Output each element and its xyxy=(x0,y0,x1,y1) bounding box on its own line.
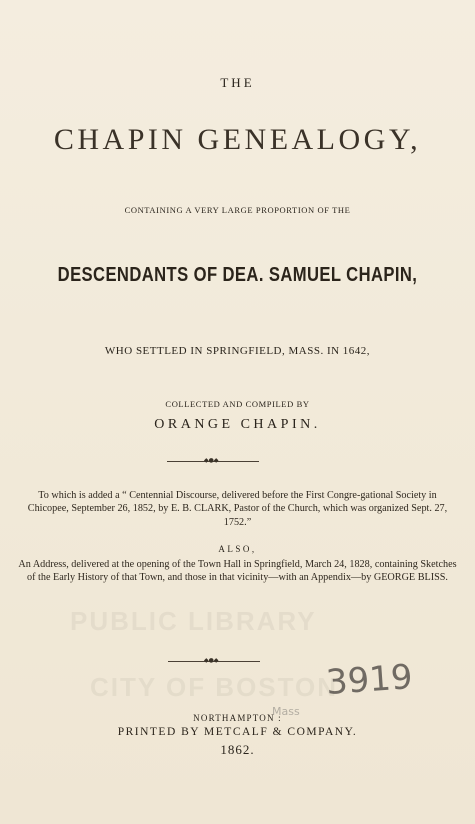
main-title: CHAPIN GENEALOGY, xyxy=(53,123,422,156)
imprint-year: 1862. xyxy=(220,742,255,757)
address-paragraph: An Address, delivered at the opening of the Town Hall in Springfield, March 24, 1828, containing Sketches of the Early History of that Town, and those in that vicinity—with an Appendix—by GEORGE BLISS. xyxy=(18,559,457,584)
compiler-name: ORANGE CHAPIN. xyxy=(154,417,321,432)
also-label: ALSO, xyxy=(218,544,257,554)
the-heading: THE xyxy=(220,75,255,90)
pencil-note: Mass xyxy=(272,705,300,718)
collected-compiled-label: COLLECTED AND COMPILED BY xyxy=(165,399,310,409)
rule-ornament-bottom-icon: ◆●◆ xyxy=(204,657,219,664)
settled-line: WHO SETTLED IN SPRINGFIELD, MASS. IN 1642, xyxy=(104,345,371,357)
subtitle-containing: CONTAINING A VERY LARGE PROPORTION OF THE xyxy=(124,205,351,215)
imprint-printer: PRINTED BY METCALF & COMPANY. xyxy=(117,726,358,738)
imprint-place: NORTHAMPTON : xyxy=(193,713,282,723)
descendants-heading: DESCENDANTS OF DEA. SAMUEL CHAPIN, xyxy=(57,264,418,286)
pencil-call-number: 3919 xyxy=(324,657,414,703)
library-stamp-line2: CITY OF BOSTON xyxy=(90,672,339,702)
centennial-discourse-paragraph: To which is added a “ Centennial Discourse, delivered before the First Congre-gational Society in Chicopee, September 26, 1852, by E. B. CLARK, Pastor of the Church, which was organized Sept. 27, 1752.” xyxy=(27,490,448,528)
rule-ornament-icon: ◆●◆ xyxy=(204,457,219,464)
library-stamp-line1: PUBLIC LIBRARY xyxy=(70,606,317,636)
